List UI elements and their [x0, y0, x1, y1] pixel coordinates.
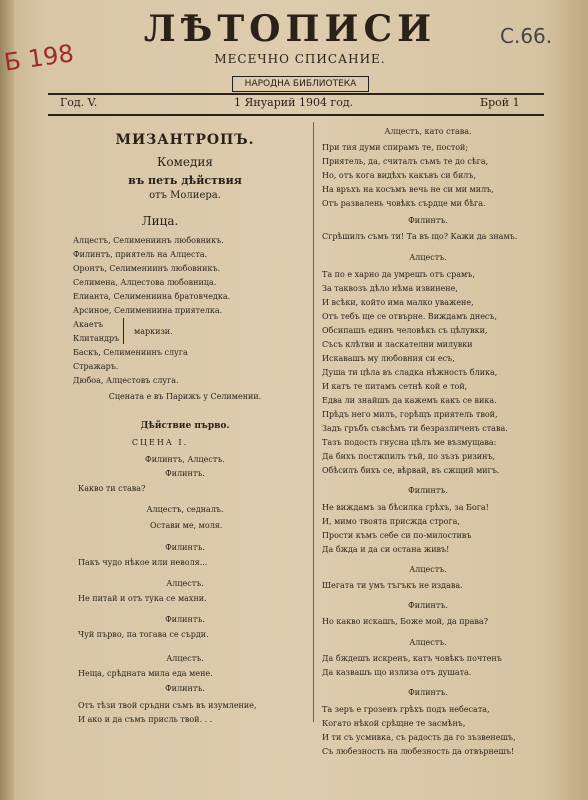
persons-heading: Лица.	[141, 214, 179, 228]
verse-line: Съсъ клѣтви и ласкателни милувки	[322, 340, 473, 349]
speaker-line: Филинтъ.	[165, 543, 205, 552]
speaker-line: Филинтъ.	[165, 684, 205, 693]
play-author: отъ Молиера.	[149, 190, 221, 201]
speaker-line: Алцестъ.	[409, 565, 447, 574]
verse-line: Сгрѣшилъ съмъ ти! Та въ що? Кажи да знамъ.	[322, 232, 518, 241]
speaker-line: Филинтъ.	[165, 469, 205, 478]
shelf-mark-right: С.66.	[500, 24, 553, 48]
verse-line: Душа ти цѣла въ сладка нѣжность блика,	[322, 368, 498, 377]
verse-line: Та по е харно да умрешъ отъ срамъ,	[322, 270, 475, 279]
act-heading: Дѣйствие първо.	[140, 421, 230, 431]
shelf-mark-left: Б 198	[2, 39, 76, 77]
verse-line: Не питай и отъ тука се махни.	[78, 594, 207, 603]
person-line: Елианта, Селимениина братовчедка.	[73, 292, 231, 301]
verse-line: Прости къмъ себе си по-милостивъ	[322, 531, 472, 540]
marquis-brace	[123, 318, 130, 344]
person-line: Акаетъ	[73, 320, 104, 329]
person-line: Селимена, Алцестова любовница.	[73, 278, 217, 287]
verse-line: Съ любезность на любезность да отвърнешъ!	[322, 747, 515, 756]
verse-line: За таквозъ дѣло нѣма извинене,	[322, 284, 458, 293]
verse-line: И ако и да съмъ присль твой. . .	[78, 715, 213, 724]
person-line: Оронтъ, Селимениинъ любовникъ.	[73, 264, 221, 273]
verse-line: Едва ли знайшъ да кажемъ какъ се вика.	[322, 396, 497, 405]
journal-subtitle: МЕСЕЧНО СПИСАНИЕ.	[214, 52, 386, 66]
verse-line: Неща, срѣдната мила еда мене.	[78, 669, 213, 678]
person-line: Клитандръ	[73, 334, 120, 343]
person-line: Дюбоа, Алцестовъ слуга.	[73, 376, 179, 385]
person-line: Алцестъ, Селимениинъ любовникъ.	[73, 236, 224, 245]
verse-line: Приятель, да, считалъ съмъ те до сѣга,	[322, 157, 489, 166]
journal-title: ЛѢТОПИСИ	[143, 8, 437, 50]
verse-line: Искавашъ му любовния си есъ,	[322, 354, 455, 363]
verse-line: Прѣдъ него милъ, горѣщъ приятель твой,	[322, 410, 498, 419]
verse-line: Остави ме, моля.	[150, 521, 223, 530]
play-acts: въ петь дѣйствия	[128, 174, 242, 187]
verse-line: Отъ тѣзи твой сръдни съмъ въ изумление,	[78, 701, 257, 710]
library-stamp: НАРОДНА БИБЛИОТЕКА	[232, 76, 369, 92]
speaker-line: Филинтъ.	[165, 615, 205, 624]
header-rule-top	[48, 93, 544, 95]
speaker-line: Алцестъ.	[166, 654, 204, 663]
verse-line: Отъ развалень човѣкъ сърдце ми бѣга.	[322, 199, 486, 208]
scene-heading: СЦЕНА I.	[131, 438, 189, 447]
play-genre: Комедия	[157, 155, 213, 169]
verse-line: Да бждешъ искренъ, катъ човѣкъ почтенъ	[322, 654, 502, 663]
verse-line: Тазъ подость гнусна цѣлъ ме възмущава:	[322, 438, 497, 447]
speaker-line: Филинтъ.	[408, 601, 448, 610]
speaker-line: Филинтъ, Алцестъ.	[145, 455, 225, 464]
binding-spine	[0, 0, 14, 800]
speaker-line: Филинтъ.	[408, 486, 448, 495]
speaker-line: Филинтъ.	[408, 688, 448, 697]
verse-line: Отъ тебъ ще се отвърне. Виждамъ днесъ,	[322, 312, 498, 321]
verse-line: Пакъ чудо нѣкое или неволя...	[78, 558, 208, 567]
verse-line: При тия думи спирамъ те, постой;	[322, 143, 469, 152]
verse-line: Да бихъ постжпилъ тъй, по зъзъ ризинъ,	[322, 452, 496, 461]
verse-line: Да бжда и да си остана живъ!	[322, 545, 450, 554]
verse-line: Не виждамъ за бѣсилка грѣхъ, за Бога!	[322, 503, 489, 512]
verse-line: Та зеръ е грозенъ грѣхъ подъ небесата,	[322, 705, 490, 714]
verse-line: И всѣки, който има малко уважене,	[322, 298, 474, 307]
speaker-line: Алцестъ.	[409, 253, 447, 262]
verse-line: На връхъ на косъмъ вечь не си ми милъ,	[322, 185, 494, 194]
verse-line: И ти съ усмивка, съ радость да го зъзвенешъ,	[322, 733, 516, 742]
issue-year: Год. V.	[60, 96, 98, 109]
verse-line: Чуй първо, па тогава се сърди.	[78, 630, 209, 639]
speaker-line: Филинтъ.	[408, 216, 448, 225]
person-line: Арсиное, Селимениина приятелка.	[73, 306, 223, 315]
speaker-line: Алцестъ.	[166, 579, 204, 588]
verse-line: И, мимо твоята присжда строга,	[322, 517, 460, 526]
verse-line: Да казвашъ що излиза отъ душата.	[322, 668, 472, 677]
issue-number: Брой 1	[480, 96, 520, 109]
speaker-line: Алцестъ.	[409, 638, 447, 647]
verse-line: Шегата ти умъ тъгъкъ не издава.	[322, 581, 463, 590]
person-line: Баскъ, Селимениинъ слуга	[73, 348, 188, 357]
speaker-line: Алцестъ, като става.	[384, 127, 472, 136]
verse-line: Когато нѣкой срѣщне те засмѣнъ,	[322, 719, 466, 728]
verse-line: Какво ти става?	[78, 484, 146, 493]
header-rule-bottom	[48, 114, 544, 116]
marquis-label: маркизи.	[134, 327, 173, 336]
verse-line: Обѣсилъ бихъ се, вѣрвай, въ сжщий мигъ.	[322, 466, 500, 475]
verse-line: Но какво искашъ, Боже мой, да права?	[322, 617, 488, 626]
person-line: Стражаръ.	[73, 362, 119, 371]
issue-date: 1 Януарий 1904 год.	[234, 96, 354, 109]
verse-line: Но, отъ кога видѣхъ какъвъ си билъ,	[322, 171, 477, 180]
play-title: МИЗАНТРОПЪ.	[115, 132, 255, 148]
person-line: Филинтъ, приятель на Алцеста.	[73, 250, 208, 259]
setting-note: Сцената е въ Парижъ у Селимении.	[108, 392, 262, 401]
verse-line: Задъ гръбъ съвсѣмъ ти безразличенъ става.	[322, 424, 508, 433]
speaker-line: Алцестъ, седналъ.	[146, 505, 224, 514]
verse-line: Обсипашъ единъ человѣкъ съ цѣлувки,	[322, 326, 488, 335]
verse-line: И катъ те питамъ сетнѣ кой е той,	[322, 382, 468, 391]
column-divider	[313, 122, 314, 722]
